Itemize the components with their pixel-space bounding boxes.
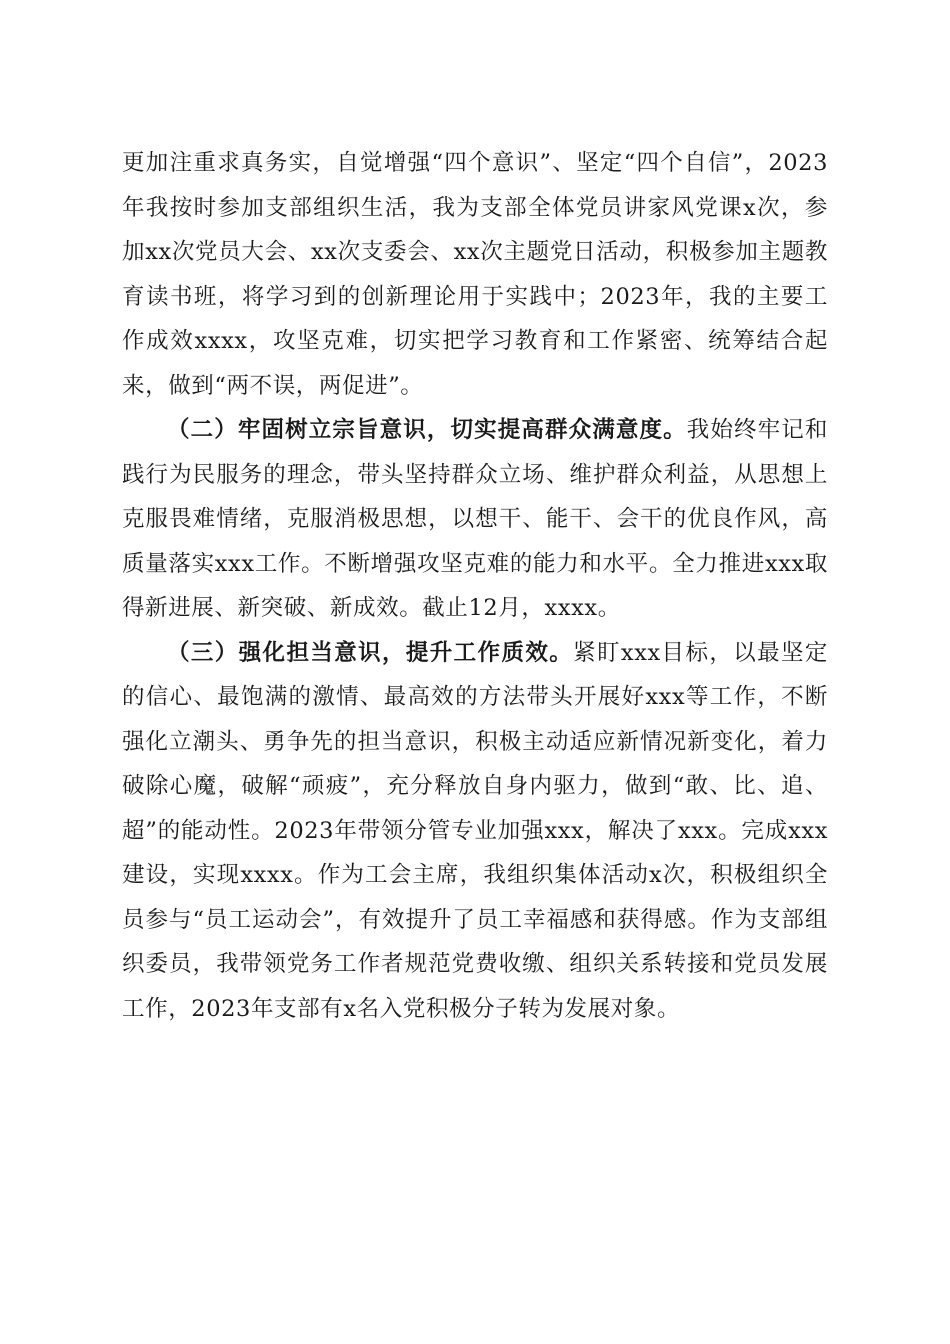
- paragraph-continuation: [122, 141, 828, 408]
- document-page: [122, 141, 828, 1031]
- paragraph-body: 更加注重求真务实，自觉增强“四个意识”、坚定“四个自信”，2023年我按时参加支部组织生活，我为支部全体党员讲家风党课x次，参加xx次党员大会、xx次支委会、xx次主题党日活动，积极参加主题教育读书班，将学习到的创新理论用于实践中；2023年，我的主要工作成效xxxx，攻坚克难，切实把学习教育和工作紧密、统筹结合起来，做到“两不误，两促进”。: [122, 150, 828, 399]
- section-heading: （三）强化担当意识，提升工作质效。: [167, 639, 574, 666]
- paragraph-body: 我始终牢记和践行为民服务的理念，带头坚持群众立场、维护群众利益，从思想上克服畏难情绪，克服消极思想，以想干、能干、会干的优良作风，高质量落实xxx工作。不断增强攻坚克难的能力和水平。全力推进xxx取得新进展、新突破、新成效。截止12月，xxxx。: [122, 417, 828, 621]
- paragraph-section-3: [122, 631, 828, 1032]
- paragraph-section-2: [122, 408, 828, 631]
- paragraph-body: 紧盯xxx目标，以最坚定的信心、最饱满的激情、最高效的方法带头开展好xxx等工作，不断强化立潮头、勇争先的担当意识，积极主动适应新情况新变化，着力破除心魔，破解“顽疲”，充分释放自身内驱力，做到“敢、比、追、超”的能动性。2023年带领分管专业加强xxx，解决了xxx。完成xxx建设，实现xxxx。作为工会主席，我组织集体活动x次，积极组织全员参与“员工运动会”，有效提升了员工幸福感和获得感。作为支部组织委员，我带领党务工作者规范党费收缴、组织关系转接和党员发展工作，2023年支部有x名入党积极分子转为发展对象。: [122, 639, 828, 1022]
- section-heading: （二）牢固树立宗旨意识，切实提高群众满意度。: [167, 417, 687, 443]
